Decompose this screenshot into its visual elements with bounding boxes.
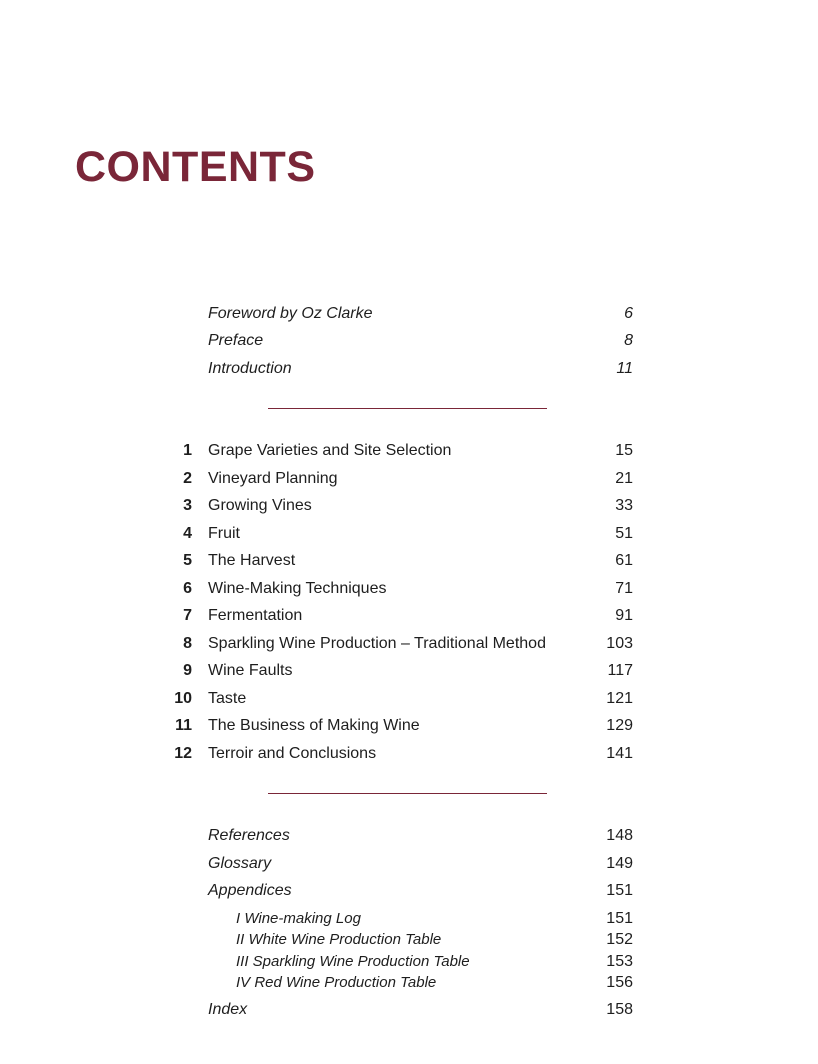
appendix-title: III Sparkling Wine Production Table	[236, 953, 470, 970]
chapter-title: Sparkling Wine Production – Traditional Method	[208, 635, 546, 652]
chapter-title: Taste	[208, 690, 247, 707]
appendix-page: 151	[606, 910, 633, 927]
chapter-title: The Business of Making Wine	[208, 717, 420, 734]
chapter-page: 129	[606, 717, 633, 734]
chapter-number: 1	[183, 442, 192, 459]
chapter-number: 8	[183, 635, 192, 652]
toc-entry-label: Introduction	[208, 360, 292, 377]
chapter-number: 11	[175, 717, 192, 734]
chapter-number: 3	[183, 497, 192, 514]
toc-chapter-row[interactable]	[0, 687, 818, 711]
toc-appendix-row[interactable]	[0, 951, 818, 972]
appendix-title: IV Red Wine Production Table	[236, 974, 437, 991]
toc-chapter-row[interactable]	[0, 577, 818, 601]
chapter-number: 5	[183, 552, 192, 569]
page-title: CONTENTS	[75, 143, 316, 191]
toc-entry-label: Glossary	[208, 855, 272, 872]
chapter-page: 51	[615, 525, 633, 542]
toc-entry-references[interactable]	[0, 824, 818, 848]
toc-chapter-row[interactable]	[0, 439, 818, 463]
toc-chapter-row[interactable]	[0, 522, 818, 546]
toc-appendix-row[interactable]	[0, 972, 818, 993]
toc-chapter-row[interactable]	[0, 742, 818, 766]
chapter-number: 4	[183, 525, 192, 542]
chapter-page: 117	[607, 662, 633, 679]
toc-entry-glossary[interactable]	[0, 852, 818, 876]
chapter-number: 10	[174, 690, 192, 707]
section-divider	[268, 408, 547, 409]
toc-entry-page: 11	[616, 360, 633, 377]
toc-chapter-row[interactable]	[0, 549, 818, 573]
toc-chapter-row[interactable]	[0, 714, 818, 738]
toc-entry-page: 8	[624, 332, 633, 349]
toc-entry-page: 158	[606, 1001, 633, 1018]
toc-entry-appendices[interactable]	[0, 879, 818, 903]
toc-entry-introduction[interactable]	[0, 357, 818, 381]
toc-chapter-row[interactable]	[0, 659, 818, 683]
chapter-page: 15	[615, 442, 633, 459]
toc-chapter-row[interactable]	[0, 467, 818, 491]
chapter-page: 21	[615, 470, 633, 487]
toc-chapter-row[interactable]	[0, 494, 818, 518]
toc-entry-index[interactable]	[0, 998, 818, 1022]
toc-entry-label: Preface	[208, 332, 264, 349]
appendix-page: 156	[606, 974, 633, 991]
toc-entry-preface[interactable]	[0, 329, 818, 353]
chapter-number: 2	[183, 470, 192, 487]
toc-entry-page: 6	[624, 305, 633, 322]
chapter-page: 91	[615, 607, 633, 624]
appendix-title: I Wine-making Log	[236, 910, 361, 927]
toc-chapter-row[interactable]	[0, 632, 818, 656]
toc-chapter-row[interactable]	[0, 604, 818, 628]
chapter-number: 9	[183, 662, 192, 679]
chapter-number: 7	[183, 607, 192, 624]
chapter-page: 141	[606, 745, 633, 762]
toc-entry-page: 149	[606, 855, 633, 872]
toc-entry-page: 148	[606, 827, 633, 844]
chapter-number: 12	[174, 745, 192, 762]
chapter-title: Wine Faults	[208, 662, 293, 679]
toc-entry-foreword[interactable]	[0, 302, 818, 326]
toc-entry-label: Index	[208, 1001, 248, 1018]
toc-appendix-row[interactable]	[0, 908, 818, 929]
chapter-title: Wine-Making Techniques	[208, 580, 387, 597]
chapter-title: Fermentation	[208, 607, 303, 624]
chapter-page: 103	[606, 635, 633, 652]
chapter-page: 71	[615, 580, 633, 597]
chapter-title: Fruit	[208, 525, 240, 542]
chapter-title: Terroir and Conclusions	[208, 745, 377, 762]
appendix-title: II White Wine Production Table	[236, 931, 442, 948]
appendix-page: 152	[606, 931, 633, 948]
toc-entry-label: Appendices	[208, 882, 292, 899]
chapter-page: 121	[606, 690, 633, 707]
chapter-page: 33	[615, 497, 633, 514]
chapter-number: 6	[183, 580, 192, 597]
toc-entry-label: Foreword by Oz Clarke	[208, 305, 373, 322]
chapter-page: 61	[615, 552, 633, 569]
section-divider	[268, 793, 547, 794]
chapter-title: Vineyard Planning	[208, 470, 338, 487]
chapter-title: Growing Vines	[208, 497, 312, 514]
chapter-title: Grape Varieties and Site Selection	[208, 442, 452, 459]
chapter-title: The Harvest	[208, 552, 296, 569]
toc-entry-page: 151	[606, 882, 633, 899]
appendix-page: 153	[606, 953, 633, 970]
toc-entry-label: References	[208, 827, 290, 844]
toc-appendix-row[interactable]	[0, 929, 818, 950]
